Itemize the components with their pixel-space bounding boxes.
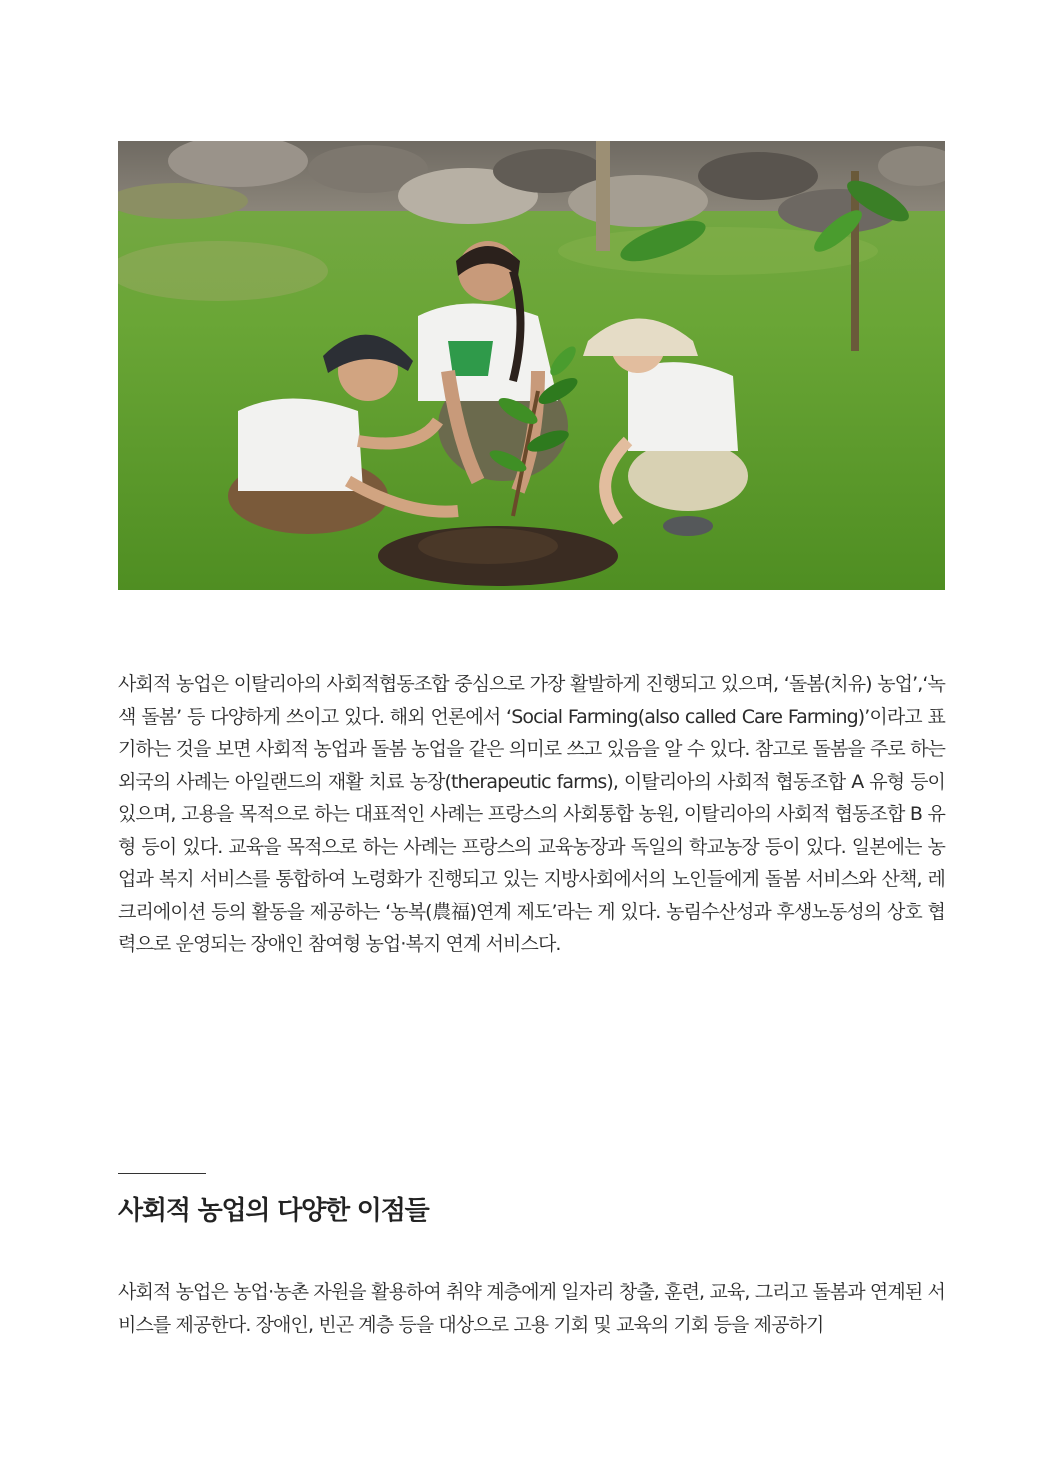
section-divider [118, 1173, 206, 1174]
section-paragraph: 사회적 농업은 농업·농촌 자원을 활용하여 취약 계층에게 일자리 창출, 훈련, 교육, 그리고 돌봄과 연계된 서비스를 제공한다. 장애인, 빈곤 계층 등을 대상으로 고용 기회 및 교육의 기회 등을 제공하기 [118, 1281, 945, 1336]
intro-paragraph: 사회적 농업은 이탈리아의 사회적협동조합 중심으로 가장 활발하게 진행되고 있으며, ‘돌봄(치유) 농업’,‘녹색 돌봄’ 등 다양하게 쓰이고 있다. 해외 언론에서 ‘Social Farming(also called Care Farming)’이라고 표기하는 것을 보면 사회적 농업과 돌봄 농업을 같은 의미로 쓰고 있음을 알 수 있다. 참고로 돌봄을 주로 하는 외국의 사례는 아일랜드의 재활 치료 농장(therapeutic farms), 이탈리아의 사회적 협동조합 A 유형 등이 있으며, 고용을 목적으로 하는 대표적인 사례는 프랑스의 사회통합 농원, 이탈리아의 사회적 협동조합 B 유형 등이 있다. 교육을 목적으로 하는 사례는 프랑스의 교육농장과 독일의 학교농장 등이 있다. 일본에는 농업과 복지 서비스를 통합하여 노령화가 진행되고 있는 지방사회에서의 노인들에게 돌봄 서비스와 산책, 레크리에이션 등의 활동을 제공하는 ‘농복(農福)연계 제도’라는 게 있다. 농림수산성과 후생노동성의 상호 협력으로 운영되는 장애인 참여형 농업·복지 연계 서비스다. [118, 673, 945, 955]
children-planting-tree-illustration [118, 141, 945, 590]
hero-photo [118, 141, 945, 590]
section-heading: 사회적 농업의 다양한 이점들 [118, 1196, 429, 1226]
